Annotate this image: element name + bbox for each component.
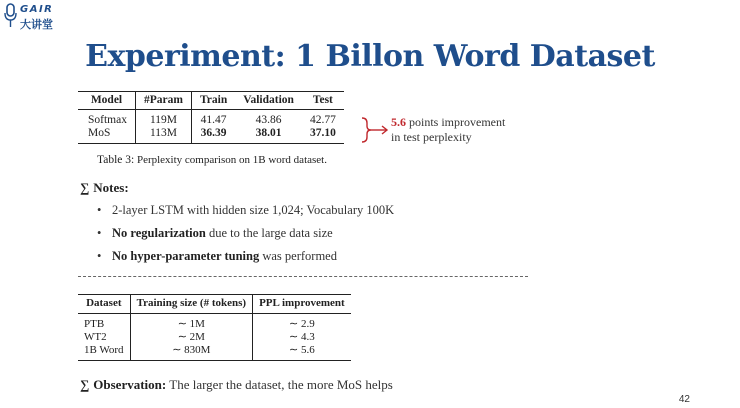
observation-label: Observation: xyxy=(93,377,167,392)
list-item-text: due to the large data size xyxy=(205,226,333,240)
sigma-icon: ∑ xyxy=(80,377,90,392)
table-cell: 1B Word xyxy=(78,344,130,361)
table-cell: 37.10 xyxy=(302,127,344,144)
col-header-param: #Param xyxy=(135,92,191,110)
table-cell: 36.39 xyxy=(191,127,235,144)
notes-heading xyxy=(80,180,129,196)
table-cell: 113M xyxy=(135,127,191,144)
list-item-bold: No regularization xyxy=(112,226,206,240)
table-row xyxy=(78,314,351,332)
list-item xyxy=(97,226,394,249)
caption-text: Perplexity comparison on 1B word dataset. xyxy=(134,154,327,166)
table-cell: ∼ 1M xyxy=(130,314,253,332)
table-cell: WT2 xyxy=(78,331,130,344)
list-item xyxy=(97,203,394,226)
microphone-icon xyxy=(4,3,18,29)
logo-subtitle: 大讲堂 xyxy=(20,18,53,31)
table-cell: Softmax xyxy=(78,110,135,128)
improvement-note xyxy=(391,115,505,145)
table-cell: ∼ 4.3 xyxy=(289,331,315,343)
col-header-test: Test xyxy=(302,92,344,110)
table-cell: 119M xyxy=(135,110,191,128)
table-cell: ∼ 2.9 xyxy=(289,318,315,330)
table-cell: 42.77 xyxy=(309,114,336,126)
col-header-ppl-improvement: PPL improvement xyxy=(253,295,351,314)
list-item-text: 2-layer LSTM with hidden size 1,024; Vocabulary 100K xyxy=(112,203,395,217)
list-item-text: was performed xyxy=(259,249,337,263)
perplexity-table xyxy=(78,91,344,144)
table-cell: MoS xyxy=(78,127,135,144)
table-cell: 41.47 xyxy=(200,114,227,126)
table-row xyxy=(78,127,344,144)
table-cell: ∼ 2M xyxy=(130,331,253,344)
col-header-training-size: Training size (# tokens) xyxy=(130,295,253,314)
page-number: 42 xyxy=(678,394,690,405)
col-header-train: Train xyxy=(191,92,235,110)
caption-label: Table 3: xyxy=(97,154,135,166)
table-row xyxy=(78,344,351,361)
col-header-validation: Validation xyxy=(235,92,302,110)
notes-list xyxy=(97,203,394,272)
table-caption xyxy=(97,154,327,166)
improvement-text-2: in test perplexity xyxy=(391,130,472,144)
brace-arrow-icon xyxy=(360,115,390,145)
logo-brand: GAIR xyxy=(20,4,54,15)
table-cell: 38.01 xyxy=(235,127,302,144)
sigma-icon: ∑ xyxy=(80,180,90,195)
table-cell: PTB xyxy=(78,314,130,332)
col-header-model: Model xyxy=(78,92,135,110)
table-row xyxy=(78,331,351,344)
list-item-bold: No hyper-parameter tuning xyxy=(112,249,260,263)
observation xyxy=(80,377,393,393)
observation-text: The larger the dataset, the more MoS helps xyxy=(166,377,393,392)
table-cell: 43.86 xyxy=(255,114,282,126)
improvement-value: 5.6 xyxy=(391,115,406,129)
dataset-table xyxy=(78,294,351,361)
table-cell: ∼ 5.6 xyxy=(253,344,351,361)
gair-logo xyxy=(4,3,64,33)
notes-heading-text: Notes: xyxy=(93,180,129,195)
table-row xyxy=(78,110,344,128)
list-item xyxy=(97,249,394,272)
table-cell: ∼ 830M xyxy=(130,344,253,361)
improvement-text-1: points improvement xyxy=(406,115,506,129)
col-header-dataset: Dataset xyxy=(78,295,130,314)
dashed-divider xyxy=(78,276,528,277)
slide-title: Experiment: 1 Billon Word Dataset xyxy=(85,39,655,74)
